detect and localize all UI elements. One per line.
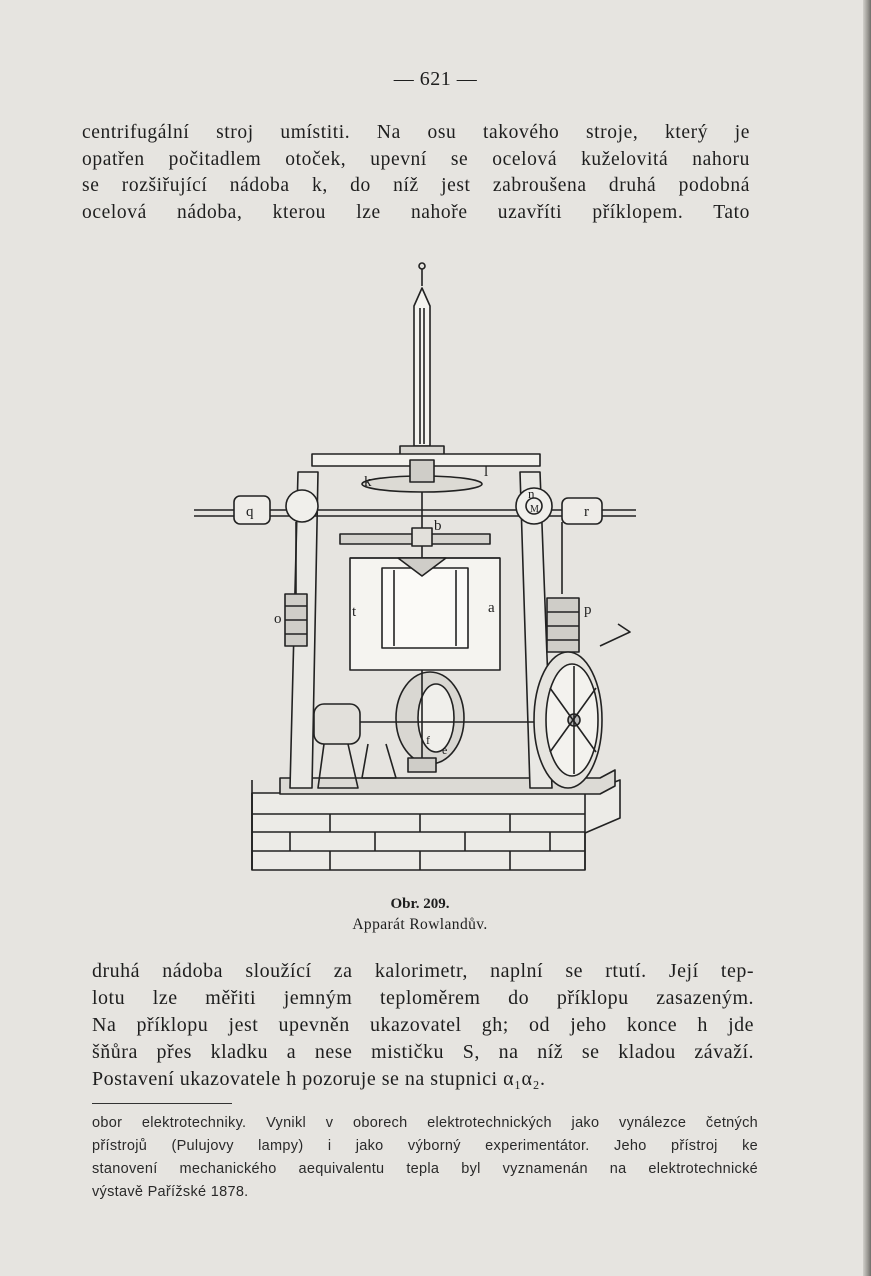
footnote bbox=[92, 1112, 758, 1204]
footnote-line: přístrojů (Pulujovy lampy) i jako výborný experimentátor. Jeho přístroj ke bbox=[92, 1138, 758, 1154]
label-p: p bbox=[584, 602, 592, 618]
footnote-divider bbox=[92, 1103, 232, 1104]
paragraph-top-line: se rozšiřující nádoba k, do níž jest zabroušena druhá podobná bbox=[82, 175, 750, 196]
paragraph-top bbox=[82, 120, 750, 226]
label-n: n bbox=[528, 486, 535, 501]
label-m: M bbox=[530, 504, 539, 515]
label-b: b bbox=[434, 518, 442, 534]
paragraph-top-line: opatřen počitadlem otoček, upevní se ocelová kuželovitá nahoru bbox=[82, 148, 750, 170]
paragraph-bottom-line: Postavení ukazovatele h pozoruje se na stupnici α₁α₂. bbox=[92, 1068, 546, 1090]
page-number: — 621 — bbox=[393, 68, 478, 90]
figure-caption-number: Obr. 209. bbox=[390, 896, 450, 912]
label-t: t bbox=[352, 604, 357, 620]
paragraph-bottom-line: šňůra přes kladku a nese mističku S, na níž se kladou závaží. bbox=[92, 1041, 754, 1063]
calorimeter-vessel bbox=[382, 558, 468, 648]
label-q: q bbox=[246, 504, 254, 520]
footnote-line: stanovení mechanického aequivalentu tepla byl vyznamenán na elektrotechnické bbox=[92, 1161, 758, 1177]
label-l: l bbox=[484, 464, 489, 480]
label-k: k bbox=[364, 474, 372, 490]
paragraph-bottom-line: druhá nádoba sloužící za kalorimetr, naplní se rtutí. Její tep- bbox=[92, 960, 754, 982]
label-r: r bbox=[584, 504, 589, 520]
footnote-line: obor elektrotechniky. Vynikl v oborech elektrotechnických jako vynálezce četných bbox=[92, 1115, 758, 1131]
paragraph-bottom-line: Na příklopu jest upevněn ukazovatel gh; od jeho konce h jde bbox=[92, 1014, 754, 1036]
rowland-apparatus-illustration bbox=[190, 258, 660, 883]
label-a: a bbox=[488, 600, 495, 616]
paragraph-top-line: ocelová nádoba, kterou lze nahoře uzavříti příklopem. Tato bbox=[82, 201, 750, 223]
thermometer-rod bbox=[400, 263, 444, 456]
paragraph-top-line: centrifugální stroj umístiti. Na osu takového stroje, který je bbox=[82, 122, 750, 143]
page-edge-shadow bbox=[863, 0, 871, 1276]
label-o: o bbox=[274, 611, 282, 627]
paragraph-bottom bbox=[92, 958, 754, 1093]
horizontal-axle bbox=[194, 488, 636, 524]
apparatus-drawing bbox=[190, 258, 660, 883]
footnote-line: výstavě Pařížské 1878. bbox=[92, 1184, 249, 1200]
figure-caption-title: Apparát Rowlandův. bbox=[352, 916, 488, 933]
motor-and-gears bbox=[314, 670, 534, 788]
label-e: e bbox=[442, 743, 448, 757]
label-f: f bbox=[426, 733, 430, 747]
paragraph-bottom-line: lotu lze měřiti jemným teploměrem do příklopu zasazeným. bbox=[92, 987, 754, 1009]
